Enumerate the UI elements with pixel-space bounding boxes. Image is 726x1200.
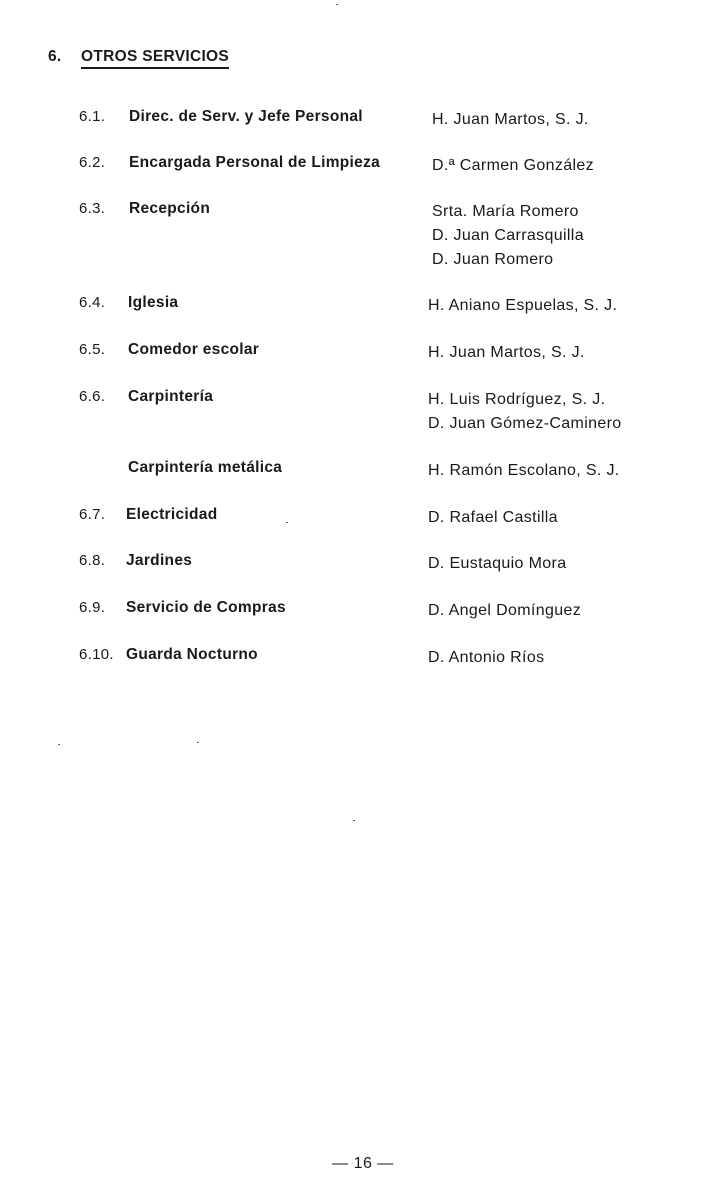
entry-names [428, 294, 617, 318]
entry-label: Iglesia [128, 294, 179, 311]
scan-speck [336, 4, 338, 5]
entry-label: Comedor escolar [128, 341, 260, 358]
entry-name: D. Juan Romero [432, 251, 554, 268]
entry-names [428, 388, 622, 436]
section-title: OTROS SERVICIOS [81, 48, 229, 69]
entry-names [428, 599, 581, 623]
entry-names [432, 200, 584, 272]
scan-speck [197, 742, 199, 743]
entry-name: D. Juan Gómez-Caminero [428, 415, 622, 432]
entry-label: Jardines [126, 552, 193, 569]
entry-names [428, 341, 585, 365]
entry-name: D. Juan Carrasquilla [432, 227, 584, 244]
entry-names [432, 154, 594, 178]
entry-label: Electricidad [126, 506, 218, 523]
section-number: 6. [48, 48, 62, 65]
entry-name: D. Angel Domínguez [428, 602, 582, 619]
entry-label: Encargada Personal de Limpieza [129, 154, 381, 171]
section-heading [48, 48, 229, 69]
entry-name: H. Ramón Escolano, S. J. [428, 462, 620, 479]
entry-names [428, 506, 558, 530]
entry-number: 6.7. [79, 506, 106, 523]
entry-name: D. Rafael Castilla [428, 509, 558, 526]
scan-speck [58, 744, 60, 745]
entry-names [432, 108, 589, 132]
entry-label: Recepción [129, 200, 211, 217]
entry-label: Servicio de Compras [126, 599, 286, 616]
entry-name: D. Antonio Ríos [428, 649, 545, 666]
entry-number: 6.5. [79, 341, 106, 358]
entry-name: D. Eustaquio Mora [428, 555, 567, 572]
page-number: — 16 — [332, 1155, 394, 1172]
entry-label: Carpintería metálica [128, 459, 283, 476]
entry-name: H. Aniano Espuelas, S. J. [428, 297, 618, 314]
entry-number: 6.4. [79, 294, 106, 311]
entry-names [428, 552, 566, 576]
entry-names [428, 459, 620, 483]
entry-label: Direc. de Serv. y Jefe Personal [129, 108, 363, 125]
scan-speck [353, 820, 355, 821]
entry-number: 6.10. [79, 646, 114, 663]
entry-name: H. Luis Rodríguez, S. J. [428, 391, 606, 408]
entry-number: 6.2. [79, 154, 106, 171]
entry-label: Guarda Nocturno [126, 646, 258, 663]
entry-names [428, 646, 544, 670]
entry-label: Carpintería [128, 388, 214, 405]
entry-number: 6.6. [79, 388, 106, 405]
entry-name: H. Juan Martos, S. J. [432, 111, 589, 128]
entry-number: 6.9. [79, 599, 106, 616]
entry-number: 6.8. [79, 552, 106, 569]
entry-number: 6.3. [79, 200, 106, 217]
entry-name: D.ª Carmen González [432, 157, 594, 174]
scan-speck [286, 522, 288, 523]
entry-name: H. Juan Martos, S. J. [428, 344, 585, 361]
entry-number: 6.1. [79, 108, 106, 125]
entry-name: Srta. María Romero [432, 203, 579, 220]
